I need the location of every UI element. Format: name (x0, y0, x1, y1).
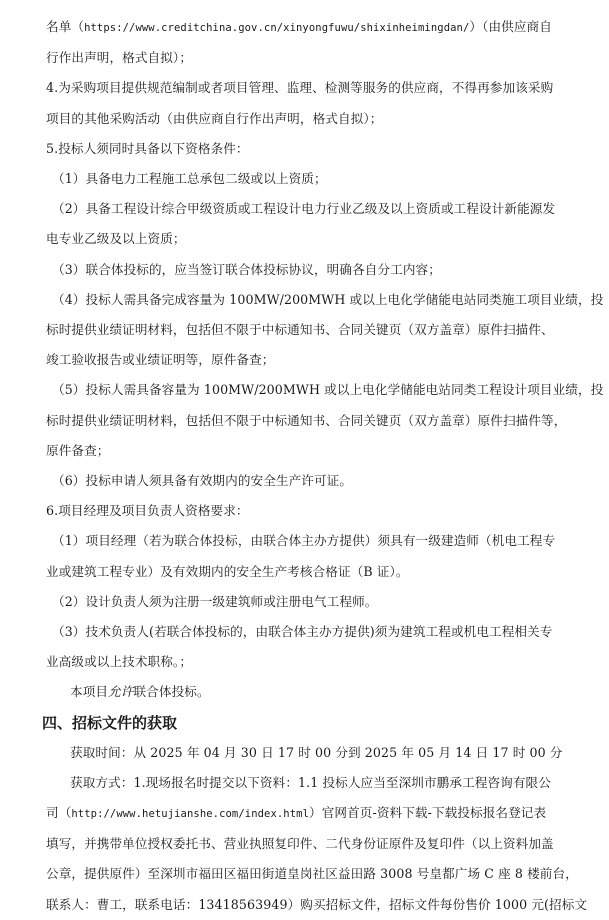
text-line: 行作出声明，格式自拟）； (46, 50, 193, 66)
text-line: 获取时间：从 2025 年 04 月 30 日 17 时 00 分到 2025 年 05 月 14 日 17 时 00 分 (70, 744, 563, 760)
text-line: （2）设计负责人须为注册一级建筑师或注册电气工程师。 (52, 593, 378, 609)
text-segment: 联合体投标。 (133, 684, 210, 700)
text-line (46, 677, 565, 707)
text-line (46, 798, 565, 829)
text-line: 公章，提供原件）至深圳市福田区福田街道皇岗社区益田路 3008 号皇都广场 C 座 8 楼前台， (46, 866, 578, 882)
text-line: 6.项目经理及项目负责人资格要求： (46, 503, 249, 519)
text-line: 联系人：曹工，联系电话：13418563949）购买招标文件，招标文件每份售价 1000 元(招标文 (46, 896, 588, 912)
text-line (46, 12, 565, 43)
text-line: 业或建筑工程专业）及有效期内的安全生产考核合格证（B 证）。 (46, 563, 409, 579)
text-line: （6）投标申请人须具备有效期内的安全生产许可证。 (52, 473, 353, 489)
text-segment: ）官网首页-资料下载-下载投标报名登记表 (309, 805, 547, 821)
text-line: 标时提供业绩证明材料，包括但不限于中标通知书、合同关键页（双方盖章）原件扫描件、 (46, 322, 554, 338)
text-line: 原件备查； (46, 442, 110, 458)
text-line: 项目的其他采购活动（由供应商自行作出声明，格式自拟）； (46, 110, 383, 126)
text-segment-italic: 允许 (108, 684, 134, 700)
text-line: （3）技术负责人(若联合体投标的，由联合体主办方提供)须为建筑工程或机电工程相关专 (52, 624, 553, 640)
text-segment: 本项目 (70, 684, 109, 700)
text-line: 5.投标人须同时具备以下资格条件： (46, 140, 249, 156)
text-line: （5）投标人需具备容量为 100MW/200MWH 或以上电化学储能电站同类工程设计项目业绩，投 (52, 382, 604, 398)
text-line: 业高级或以上技术职称。； (46, 654, 193, 670)
text-line: （1）具备电力工程施工总承包二级或以上资质； (52, 171, 327, 187)
section-heading: 四、招标文件的获取 (42, 713, 178, 732)
url-hetujianshe[interactable]: http://www.hetujianshe.com/index.html (71, 808, 309, 821)
text-line: （3）联合体投标的，应当签订联合体投标协议，明确各自分工内容； (52, 261, 441, 277)
text-line: 填写，并携带单位授权委托书、营业执照复印件、二代身份证原件及复印件（以上资料加盖 (46, 836, 554, 852)
text-line: 获取方式：1.现场报名时提交以下资料：1.1 投标人应当至深圳市鹏承工程咨询有限公 (70, 774, 551, 790)
text-line: （4）投标人需具备完成容量为 100MW/200MWH 或以上电化学储能电站同类施工项目业绩，投 (52, 291, 604, 307)
text-segment: 名单（ (46, 19, 85, 34)
text-line: （1）项目经理（若为联合体投标，由联合体主办方提供）须具有一级建造师（机电工程专 (52, 533, 556, 549)
text-line: 4.为采购项目提供规范编制或者项目管理、监理、检测等服务的供应商，不得再参加该采购 (46, 80, 554, 96)
text-line: （2）具备工程设计综合甲级资质或工程设计电力行业乙级及以上资质或工程设计新能源发 (52, 201, 556, 217)
text-line: 电专业乙级及以上资质； (46, 231, 186, 247)
url-credit-china[interactable]: https://www.creditchina.gov.cn/xinyongfuwu/shixinheimingdan/ (84, 22, 470, 34)
text-line: 竣工验收报告或业绩证明等，原件备查； (46, 352, 275, 368)
text-segment: 司（ (46, 805, 72, 821)
text-line: 标时提供业绩证明材料，包括但不限于中标通知书、合同关键页（双方盖章）原件扫描件等， (46, 412, 567, 428)
text-segment: ）（由供应商自 (469, 19, 552, 34)
